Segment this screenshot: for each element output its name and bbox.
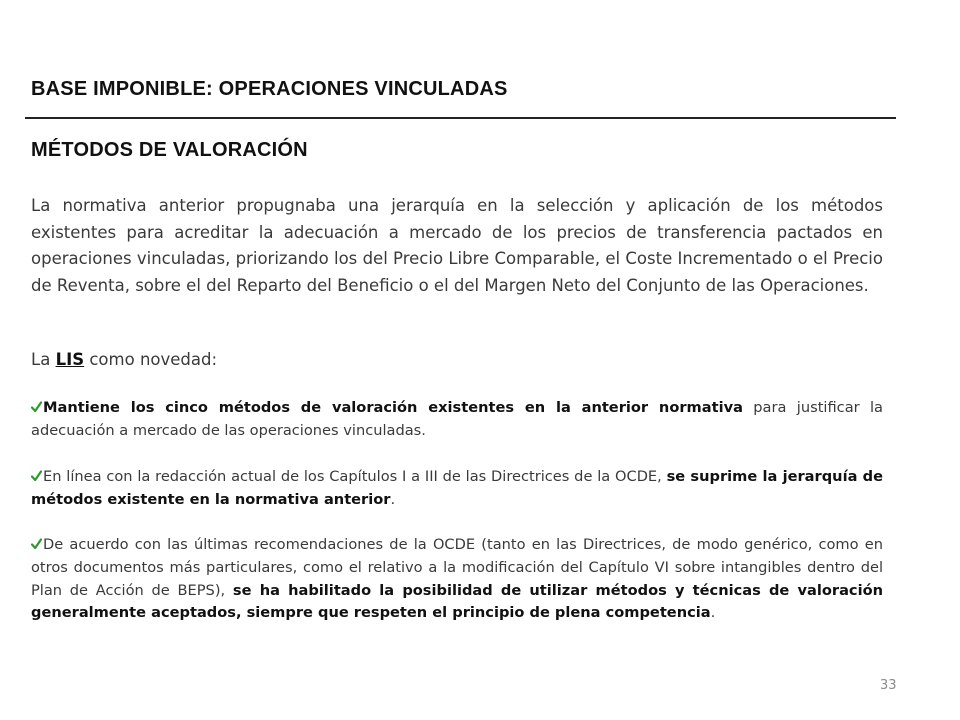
lis-suffix: como novedad: [89, 350, 218, 369]
lis-intro-line [31, 347, 631, 373]
title-divider [25, 117, 896, 119]
bullet-1-text: para justificar la adecuación a mercado de las operaciones vinculadas. [31, 399, 883, 439]
bullet-item-3 [31, 534, 883, 625]
bullet-3-bold: se ha habilitado la posibilidad de utilizar métodos y técnicas de valoración generalmente aceptados, siempre que respeten el principio de plena competencia [31, 581, 884, 622]
checkmark-icon [31, 401, 42, 413]
bullet-3-end: . [710, 604, 716, 622]
page-number: 33 [880, 678, 897, 693]
bullet-3-text: De acuerdo con las últimas recomendaciones de la OCDE (tanto en las Directrices, de modo genérico, como en otros documentos más particulares, como el relativo a la modificación del Capítulo VI sobre intangibles dentro del Plan de Acción de BEPS), [31, 536, 883, 599]
bullet-2-end: . [390, 490, 396, 508]
bullet-2-bold: se suprime la jerarquía de métodos existente en la normativa anterior [31, 468, 883, 508]
checkmark-icon [31, 538, 42, 550]
bullet-2-text: En línea con la redacción actual de los Capítulos I a III de las Directrices de la OCDE, [43, 468, 662, 485]
bullet-item-1 [31, 397, 883, 443]
bullet-item-2 [31, 466, 883, 512]
lis-prefix: La [31, 350, 51, 369]
lis-acronym: LIS [55, 350, 85, 369]
section-subtitle: MÉTODOS DE VALORACIÓN [31, 139, 308, 161]
slide-title: BASE IMPONIBLE: OPERACIONES VINCULADAS [31, 78, 508, 100]
bullet-1-bold: Mantiene los cinco métodos de valoración existentes en la anterior normativa [43, 399, 743, 416]
intro-paragraph: La normativa anterior propugnaba una jerarquía en la selección y aplicación de los métodos existentes para acreditar la adecuación a mercado de los precios de transferencia pactados en operaciones vinculadas, priorizando los del Precio Libre Comparable, el Coste Incrementado o el Precio de Reventa, sobre el del Reparto del Beneficio o el del Margen Neto del Conjunto de las Operaciones. [31, 196, 883, 295]
checkmark-icon [31, 470, 42, 482]
